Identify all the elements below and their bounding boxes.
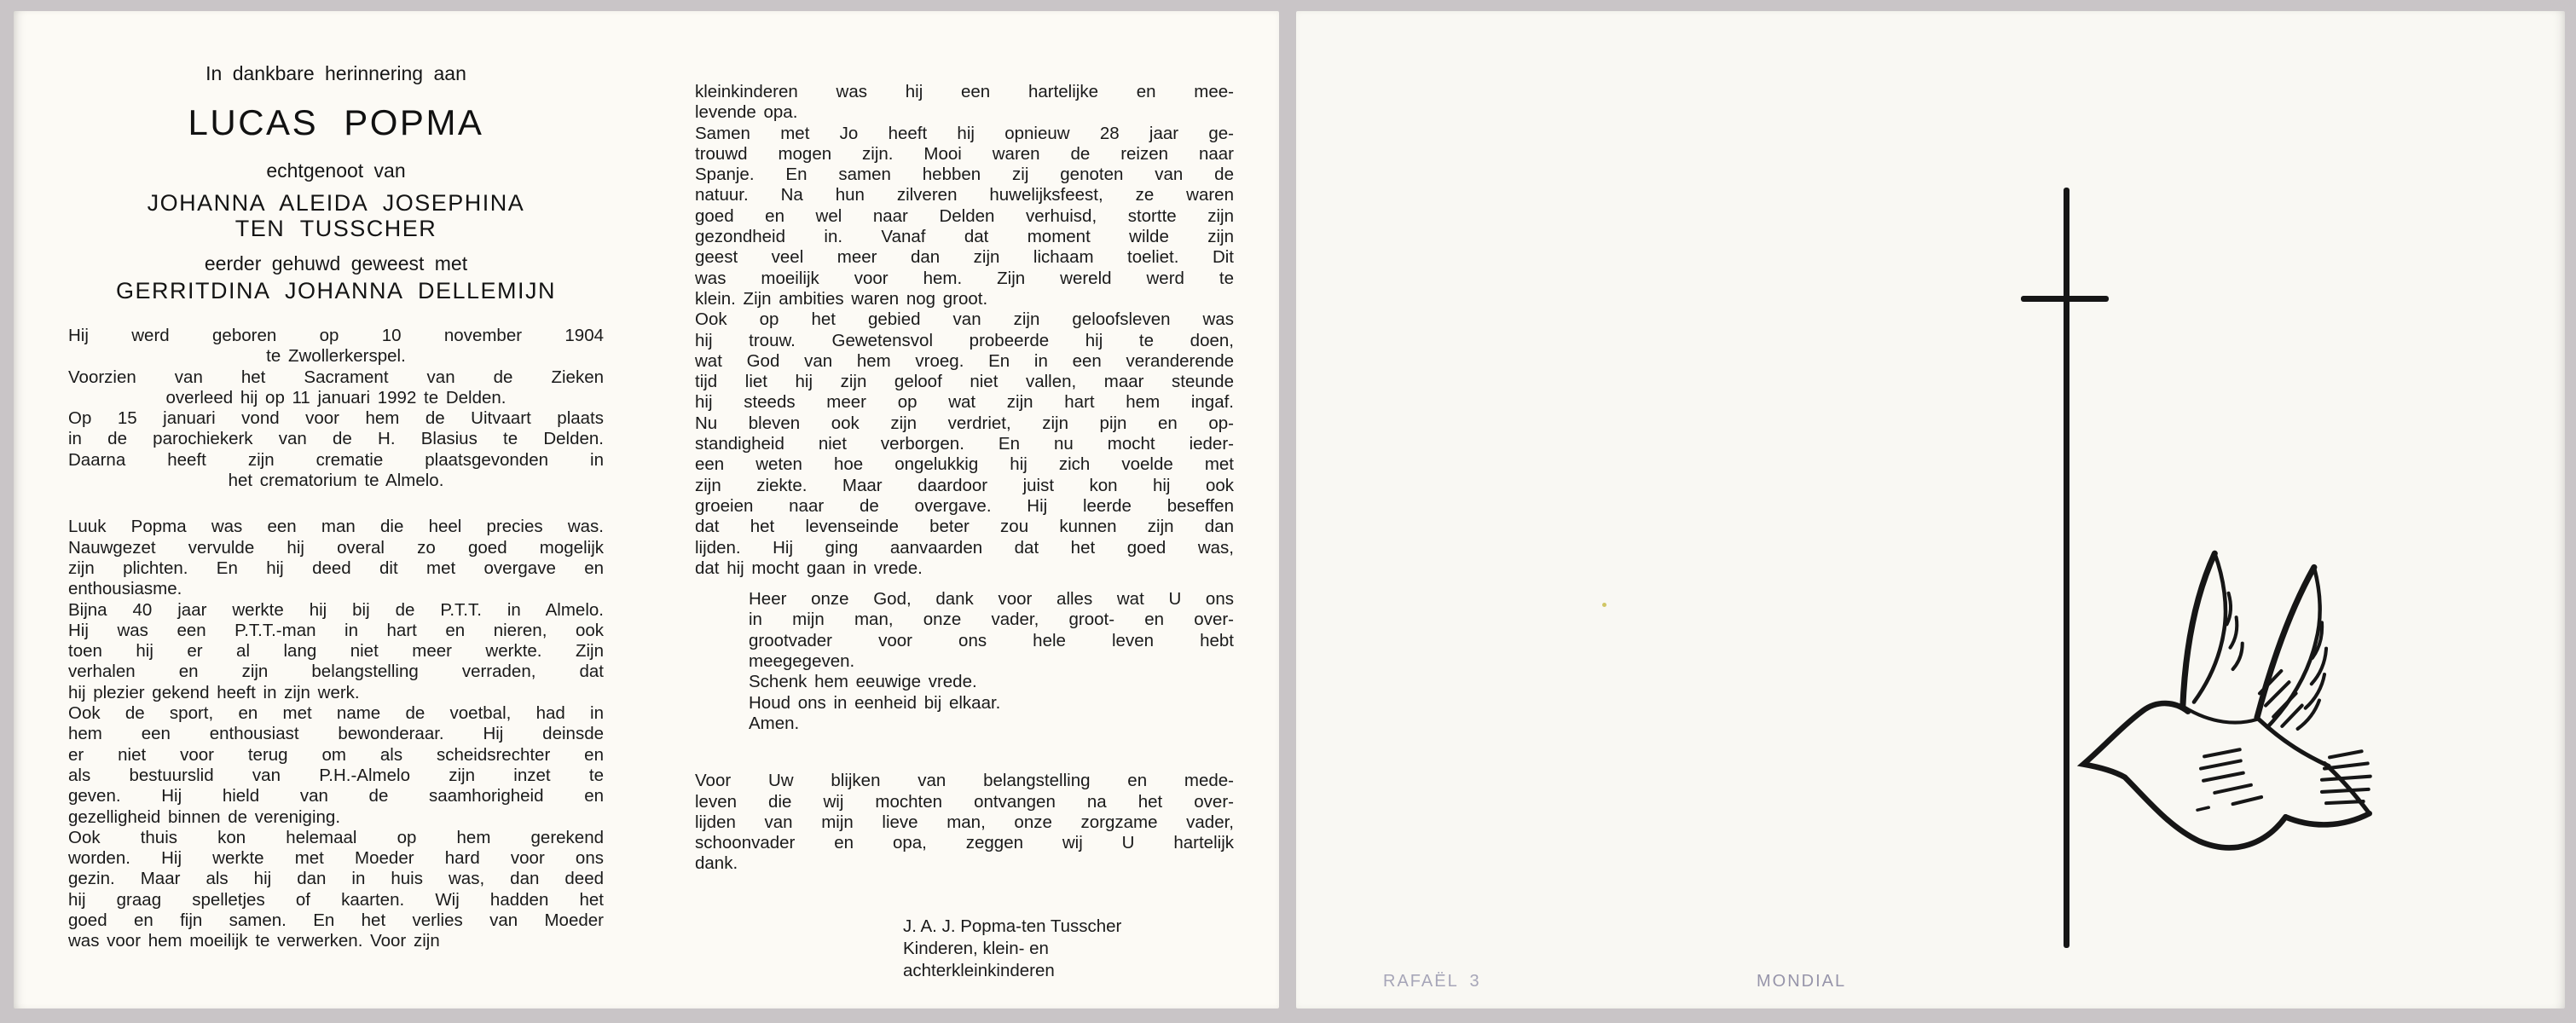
text-line: natuur. Na hun zilveren huwelijksfeest, ze waren — [695, 185, 1234, 205]
text-line: wat God van hem vroeg. En in een veranderende — [695, 350, 1234, 371]
text-line: Daarna heeft zijn crematie plaatsgevonden in — [68, 449, 604, 470]
text-line: er niet voor terug om als scheidsrechter en — [68, 744, 604, 765]
text-line: leven die wij mochten ontvangen na het over- — [695, 791, 1234, 812]
text-line: Houd ons in eenheid bij elkaar. — [749, 692, 1001, 713]
paragraph — [68, 703, 604, 828]
printer-mark-mondial: MONDIAL — [1757, 972, 1847, 991]
text-line: Luuk Popma was een man die heel precies was. — [68, 517, 604, 537]
text-line: standigheid niet verborgen. En nu mocht ieder- — [695, 434, 1234, 454]
paper-speck — [1602, 603, 1606, 607]
spouse-name-line-1: JOHANNA ALEIDA JOSEPHINA — [147, 190, 525, 216]
text-line: Nauwgezet vervulde hij overal zo goed mogelijk — [68, 537, 604, 558]
text-line: gezondheid in. Vanaf dat moment wilde zijn — [695, 227, 1234, 247]
text-line: een weten hoe ongelukkig hij zich voelde met — [695, 454, 1234, 475]
text-line: enthousiasme. — [68, 579, 182, 599]
text-line: groeien naar de overgave. Hij leerde beseffen — [695, 495, 1234, 516]
text-line: Hij werd geboren op 10 november 1904 — [68, 326, 604, 345]
text-line: als bestuurslid van P.H.-Almelo zijn inzet te — [68, 765, 604, 785]
acknowledgement-block — [695, 771, 1234, 874]
text-line: hij plezier gekend heeft in zijn werk. — [68, 682, 360, 702]
text-line: lijden van mijn lieve man, onze zorgzame vader, — [695, 812, 1234, 832]
text-line: Schenk hem eeuwige vrede. — [749, 672, 977, 692]
text-line: hem een enthousiast bewonderaar. Hij deinsde — [68, 724, 604, 744]
text-line: levende opa. — [695, 102, 798, 123]
signature-block — [695, 916, 1234, 982]
text-line: gezin. Maar als hij dan in huis was, dan deed — [68, 869, 604, 889]
text-line: Voorzien van het Sacrament van de Zieken — [68, 367, 604, 387]
life-dates-block — [68, 326, 604, 491]
text-line: schoonvader en opa, zeggen wij U hartelijk — [695, 833, 1234, 853]
text-line: goed en fijn samen. En het verlies van Moeder — [68, 910, 604, 931]
text-line: tijd liet hij zijn geloof niet vallen, maar steunde — [695, 372, 1234, 392]
deceased-name: LUCAS POPMA — [188, 102, 484, 142]
text-line: in de parochiekerk van de H. Blasius te Delden. — [68, 429, 604, 449]
text-line: Kinderen, klein- en — [903, 938, 1049, 958]
text-line: kleinkinderen was hij een hartelijke en mee- — [695, 82, 1234, 101]
text-line: hij graag spelletjes of kaarten. Wij hadden het — [68, 889, 604, 910]
paragraph — [749, 714, 1234, 734]
prayer-block — [695, 589, 1234, 734]
text-line: in mijn man, onze vader, groot- en over- — [749, 610, 1234, 630]
text-line: dat hij mocht gaan in vrede. — [695, 558, 923, 578]
memorial-header-column — [68, 62, 604, 952]
in-memoriam-intro: In dankbare herinnering aan — [206, 62, 466, 84]
text-line: Voor Uw blijken van belangstelling en mede- — [695, 771, 1234, 791]
paragraph — [695, 309, 1234, 579]
paragraph — [68, 517, 604, 599]
text-line: lijden. Hij ging aanvaarden dat het goed was, — [695, 537, 1234, 558]
text-line: Amen. — [749, 713, 800, 733]
paragraph — [68, 408, 604, 491]
paragraph — [749, 693, 1234, 714]
text-line: Ook thuis kon helemaal op hem gerekend — [68, 827, 604, 847]
paragraph — [68, 600, 604, 703]
text-line: verhalen en zijn belangstelling verraden, dat — [68, 662, 604, 682]
biography-column-1 — [68, 517, 604, 951]
text-line: Bijna 40 jaar werkte hij bij de P.T.T. in Almelo. — [68, 599, 604, 620]
biography-column-2 — [695, 82, 1234, 982]
text-line: trouwd mogen zijn. Mooi waren de reizen naar — [695, 143, 1234, 164]
text-line: Heer onze God, dank voor alles wat U ons — [749, 589, 1234, 610]
paragraph — [695, 771, 1234, 874]
text-line: goed en wel naar Delden verhuisd, stortte zijn — [695, 205, 1234, 226]
text-line: Ook op het gebied van zijn geloofsleven was — [695, 309, 1234, 330]
text-line: worden. Hij werkte met Moeder hard voor ons — [68, 848, 604, 869]
paragraph — [68, 326, 604, 367]
text-line: dat het levenseinde beter zou kunnen zijn dan — [695, 517, 1234, 537]
text-line: Ook de sport, en met name de voetbal, had in — [68, 703, 604, 724]
text-line: was moeilijk voor hem. Zijn wereld werd te — [695, 268, 1234, 288]
paragraph — [695, 82, 1234, 124]
earlier-spouse-name: GERRITDINA JOHANNA DELLEMIJN — [115, 278, 557, 303]
text-line: grootvader voor ons hele leven hebt — [749, 630, 1234, 650]
text-line: Nu bleven ook zijn verdriet, zijn pijn en op- — [695, 413, 1234, 433]
text-line: Samen met Jo heeft hij opnieuw 28 jaar ge- — [695, 123, 1234, 143]
text-line: achterkleinkinderen — [903, 960, 1055, 980]
paragraph — [749, 589, 1234, 672]
text-line: hij steeds meer op wat zijn hart hem ingaf. — [695, 392, 1234, 413]
text-line: hij trouw. Gewetensvol probeerde hij te doen, — [695, 330, 1234, 350]
text-line: Hij was een P.T.T.-man in hart en nieren, ook — [68, 620, 604, 640]
text-line: dank. — [695, 853, 738, 874]
text-line: Op 15 januari vond voor hem de Uitvaart plaats — [68, 408, 604, 429]
biography-continued — [695, 82, 1234, 579]
text-line: het crematorium te Almelo. — [228, 471, 444, 491]
left-page — [14, 11, 1279, 1009]
text-line: gezelligheid binnen de vereniging. — [68, 806, 341, 827]
paragraph — [749, 672, 1234, 692]
cross-crossbar — [2021, 296, 2109, 302]
text-line: meegegeven. — [749, 651, 855, 672]
paragraph — [68, 828, 604, 952]
text-line: Spanje. En samen hebben zij genoten van de — [695, 165, 1234, 185]
text-line: was voor hem moeilijk te verwerken. Voor zijn — [68, 931, 440, 951]
text-line: overleed hij op 11 januari 1992 te Delden. — [165, 387, 507, 407]
printer-mark-rafael: RAFAËL 3 — [1383, 972, 1481, 991]
spouse-name-line-2: TEN TUSSCHER — [234, 216, 437, 241]
text-line: toen hij er al lang niet meer werkte. Zijn — [68, 641, 604, 662]
text-line: J. A. J. Popma-ten Tusscher — [903, 916, 1122, 936]
right-page — [1296, 11, 2565, 1009]
text-line: te Zwollerkerspel. — [266, 346, 406, 367]
text-line: zijn ziekte. Maar daardoor juist kon hij ook — [695, 475, 1234, 495]
spouse-label: echtgenoot van — [266, 159, 406, 182]
text-line: geven. Hij hield van de saamhorigheid en — [68, 786, 604, 806]
earlier-marriage-label: eerder gehuwd geweest met — [204, 252, 468, 275]
paragraph — [695, 124, 1234, 310]
dove-illustration — [2068, 541, 2388, 861]
text-line: klein. Zijn ambities waren nog groot. — [695, 288, 988, 309]
text-line: geest veel meer dan zijn lichaam toeliet. Dit — [695, 247, 1234, 268]
text-line: zijn plichten. En hij deed dit met overgave en — [68, 558, 604, 578]
paragraph — [68, 367, 604, 409]
